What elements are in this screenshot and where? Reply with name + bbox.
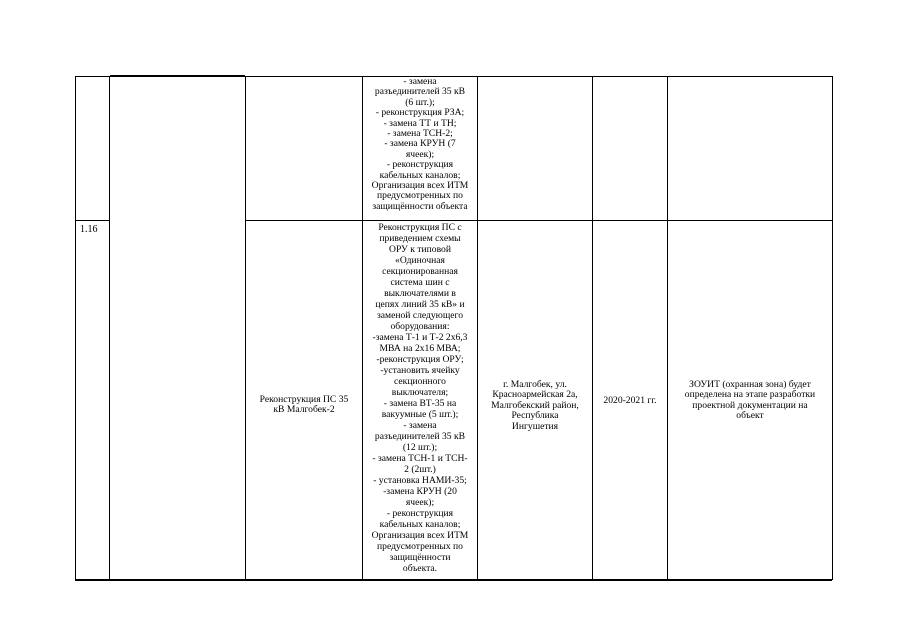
work-line: разъединителей 35 кВ	[374, 431, 466, 442]
work-line: - замена ТСН-2;	[387, 128, 453, 140]
object-name	[246, 395, 362, 416]
table-bottom-border	[75, 579, 832, 581]
object-line: кВ Малгобек-2	[273, 404, 335, 416]
work-line: выключателями в	[384, 288, 456, 299]
col-line-4	[477, 76, 478, 580]
work-line: - реконструкция	[386, 508, 454, 519]
work-line: - замена ТСН-1 и ТСН-	[372, 453, 468, 464]
work-line: вакуумные (5 шт.);	[381, 409, 459, 420]
address-line: г. Малгобек, ул.	[503, 379, 567, 390]
address	[478, 380, 592, 432]
zone-line: проектной документации на	[692, 399, 808, 411]
zone-line: объект	[736, 410, 764, 422]
work-line: секционированная	[382, 266, 458, 277]
work-line: 2 (2шт.)	[404, 464, 436, 475]
work-line: система шин с	[390, 277, 450, 288]
work-line: -установить ячейку	[380, 365, 460, 376]
work-line: защищённости	[389, 552, 451, 563]
work-line: - замена	[403, 76, 437, 87]
work-line: кабельных каналов;	[379, 169, 461, 181]
work-line: ОРУ к типовой	[389, 244, 451, 255]
col-line-5	[592, 76, 593, 580]
work-line: защищённости объекта	[372, 200, 468, 212]
col-line-6	[667, 76, 668, 580]
col-line-1	[109, 76, 110, 580]
work-line: - реконструкция	[386, 159, 454, 171]
table-top-border-thick	[110, 75, 245, 77]
col-line-0	[75, 76, 76, 580]
table-top-border-left	[75, 76, 110, 77]
work-line: Организация всех ИТМ	[371, 530, 469, 541]
address-line: Ингушетия	[511, 420, 559, 432]
col-line-7	[832, 76, 833, 580]
work-line: - замена ТТ и ТН;	[383, 117, 457, 129]
work-line: приведением схемы	[379, 233, 461, 244]
row-divider	[75, 220, 110, 221]
address-line: Красноармейская 2а,	[492, 389, 578, 401]
address-line: Малгобекский район,	[491, 399, 579, 411]
work-line: - замена	[403, 420, 437, 431]
work-line: ячеек);	[405, 148, 435, 160]
work-line: оборудования:	[390, 321, 450, 332]
work-line: кабельных каналов;	[379, 519, 461, 530]
work-line: - замена ВТ-35 на	[383, 398, 457, 409]
work-line: разъединителей 35 кВ	[374, 86, 466, 98]
work-line: Организация всех ИТМ	[371, 180, 469, 192]
col-line-2	[245, 76, 246, 580]
work-line: (6 шт.);	[405, 96, 435, 108]
table-top-border-right	[245, 76, 832, 77]
address-line: Республика	[511, 410, 559, 422]
work-line: -замена Т-1 и Т-2 2х6,3	[372, 332, 468, 343]
work-line: - реконструкция РЗА;	[375, 107, 465, 119]
object-line: Реконструкция ПС 35	[259, 394, 349, 405]
period	[593, 396, 667, 406]
top-row-works	[363, 77, 477, 212]
work-line: предусмотренных по	[377, 190, 463, 202]
work-line: (12 шт.);	[402, 442, 438, 453]
work-line: предусмотренных по	[377, 541, 463, 552]
work-line: заменой следующего	[376, 310, 463, 321]
work-line: ячеек);	[405, 497, 435, 508]
work-line: объекта.	[402, 563, 438, 574]
work-line: Реконструкция ПС с	[378, 222, 462, 233]
zone-line: определена на этапе разработки	[684, 389, 816, 401]
row-number: 1.16	[80, 224, 98, 235]
work-line: секционного	[394, 376, 446, 387]
work-line: - установка НАМИ-35;	[373, 475, 467, 486]
period-text: 2020-2021 гг.	[603, 395, 657, 406]
work-line: выключателя;	[391, 387, 449, 398]
work-line: - замена КРУН (7	[384, 138, 456, 150]
row-divider-right	[245, 220, 832, 221]
work-line: «Одиночная	[395, 255, 445, 266]
work-line: -замена КРУН (20	[383, 486, 457, 497]
main-row-works	[363, 222, 477, 574]
protection-zone	[668, 380, 832, 422]
work-line: -реконструкция ОРУ;	[376, 354, 464, 365]
zone-line: ЗОУИТ (охранная зона) будет	[689, 379, 811, 390]
work-line: цепях линий 35 кВ» и	[375, 299, 465, 310]
work-line: МВА на 2х16 МВА;	[379, 343, 461, 354]
